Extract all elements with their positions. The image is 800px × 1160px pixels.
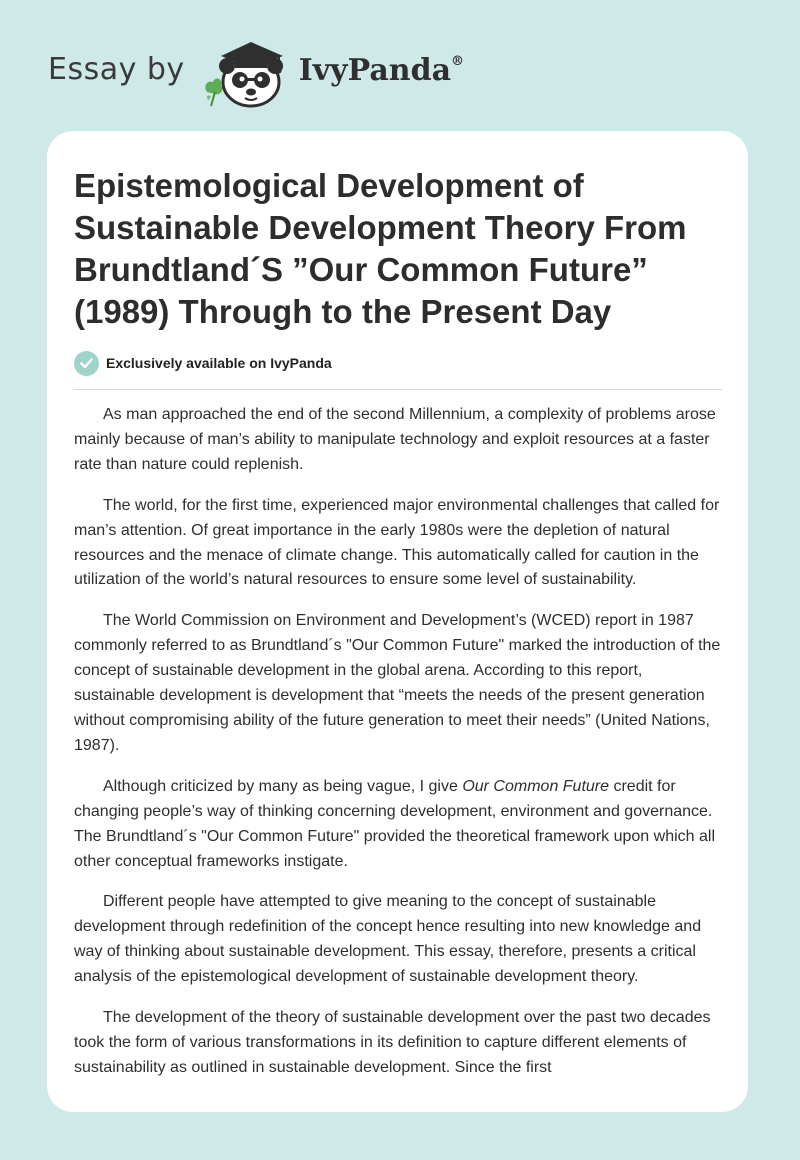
brand-name: IvyPanda® <box>298 52 465 88</box>
essay-title: Epistemological Development of Sustainable Development Theory From Brundtland´S ”Our Common Future” (1989) Through to the Present Day <box>74 167 687 330</box>
paragraph: Different people have attempted to give meaning to the concept of sustainable development through redefinition of the concept hence resulting into new knowledge and way of thinking about sustainable development. This essay, therefore, presents a critical analysis of the epistemological development of sustainable development theory. <box>74 893 702 986</box>
exclusive-badge <box>74 349 748 377</box>
brand-header[interactable] <box>48 36 464 108</box>
paragraph: The World Commission on Environment and Development’s (WCED) report in 1987 commonly referred to as Brundtland´s "Our Common Future" marked the introduction of the concept of sustainable development in the global arena. According to this report, sustainable development is development that “meets the needs of the present generation without compromising ability of the future generation to meet their needs” (United Nations, 1987). <box>74 612 721 754</box>
paragraph: The world, for the first time, experienced major environmental challenges that called for man’s attention. Of great importance in the early 1980s were the depletion of natural resources and the menace of climate change. This automatically called for caution in the utilization of the world’s natural resources to ensure some level of sustainability. <box>74 496 720 589</box>
panda-logo-icon <box>199 36 291 108</box>
divider <box>74 389 722 390</box>
exclusive-label: Exclusively available on IvyPanda <box>106 355 332 371</box>
paragraph: The development of the theory of sustainable development over the past two decades took the form of various transformations in its definition to capture different elements of sustainability as outlined in sustainable development. Since the first <box>74 1009 711 1076</box>
essay-body <box>74 403 722 1081</box>
essay-card <box>47 131 748 1112</box>
paragraph: Although criticized by many as being vague, I give Our Common Future credit for changing people’s way of thinking concerning development, environment and governance. The Brundtland´s "Our Common Future" provided the theoretical framework upon which all other conceptual frameworks instigate. <box>74 777 715 870</box>
check-icon <box>74 351 99 376</box>
book-title: Our Common Future <box>462 777 610 795</box>
brand-prefix: Essay by <box>48 51 185 87</box>
paragraph: As man approached the end of the second Millennium, a complexity of problems arose mainly because of man’s ability to manipulate technology and exploit resources at a faster rate than nature could replenish. <box>74 406 716 473</box>
